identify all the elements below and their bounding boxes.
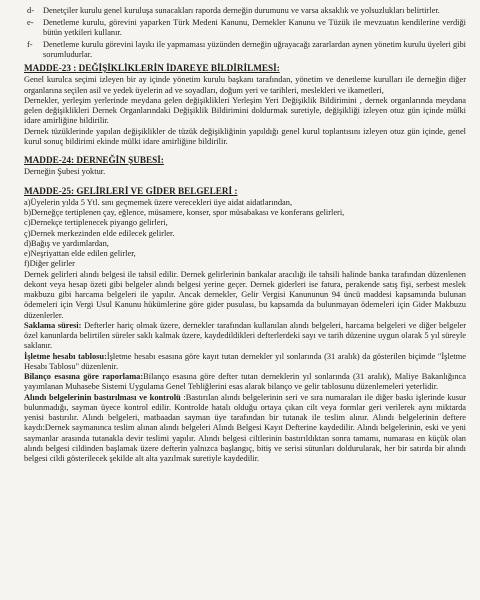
subsection [24,372,466,393]
item-label: f- [27,39,33,49]
subsection-title: Saklama süresi: [24,320,82,330]
section-heading [24,155,466,166]
list-item: e)Neşriyattan elde edilen gelirler, [24,249,136,259]
subsection [24,393,466,465]
subsection [24,352,466,373]
item-text: Denetleme kurulu, görevini yaparken Türk Medeni Kanunu, Dernekler Kanunu ve Tüzük ile mevzuatın kendilerine verdiği bütün yetkileri kullanır. [43,17,466,37]
heading-title: GELİRLERİ VE GİDER BELGELERİ : [76,185,238,196]
item-text: Denetleme kurulu görevini layıkı ile yapmaması yüzünden derneğin uğrayacağı zararlardan aynen yönetim kurulu üyeleri gibi sorumludurlar. [43,39,466,59]
subsection-title: Bilanço esasına göre raporlama: [24,372,144,382]
subsection-title: İşletme hesabı tablosu: [24,351,107,361]
item-label: e- [27,17,34,27]
subsection-text: İşletme hesabı esasına göre kayıt tutan dernekler yıl sonlarında (31 aralık) da gösterilen biçimde "İşletme Hesabı Tablosu" düzenlenir. [24,351,466,371]
income-list [24,198,466,270]
heading-title: DEĞİŞİKLİKLERİN İDAREYE BİLDİRİLMESİ: [78,63,280,74]
paragraph: Genel kurulca seçimi izleyen bir ay içinde yönetim kurulu başkanı tarafından, yönetim ve denetleme kurulları ile derneğin diğer organlarına seçilen asil ve yedek üyelerin ad ve soyadları, doğum yeri ve tarihleri, meslekleri ve ikametleri, [24,75,466,95]
list-item [24,6,466,16]
item-text: Denetçiler kurulu genel kuruluşa sunacakları raporda derneğin durumunu ve varsa aksaklık ve yolsuzlukları belirtirler. [43,6,440,15]
list-item: c)Dernekçe tertiplenecek piyango gelirleri, [24,218,168,228]
item-label: d- [27,6,34,15]
subsection [24,321,466,352]
section-heading [24,186,466,197]
paragraph: Dernek gelirleri alındı belgesi ile tahsil edilir. Dernek gelirlerinin bankalar aracılığı ile tahsili halinde banka tarafından düzenlenen dekont veya hesap özeti gibi belgeler alındı belgesi yerine geçer. Dernek giderleri ise fatura, perakende satış fişi, serbest meslek makbuzu gibi harcama belgeleri ile yapılır. Ancak dernekler, Gelir Vergisi Kanununun 94 üncü maddesi kapsamında bulunan ödemeleri için Vergi Usul Kanunu hükümlerine göre gider pusulası, bu kapsamda da bulunmayan ödemeleri için Gider Makbuzu düzenlerler. [24,269,466,320]
subsection-text: Bilanço esasına göre defter tutan derneklerin yıl sonlarında (31 aralık), Maliye Bakanlığınca yayımlanan Muhasebe Sistemi Uygulama Genel Tebliğlerini esas alarak bilanço ve gelir tablosunu düzenlemeleri yeterlidir. [24,372,466,392]
paragraph: Dernekler, yerleşim yerlerinde meydana gelen değişiklikleri Yerleşim Yeri Değişiklik Bildirimini , dernek organlarında meydana gelen değişiklikleri Dernek Organlarındaki Değişiklik Bildirimini doldurmak suretiyle, değişikliği izleyen otuz gün içinde mülki idare amirliğine bildirilir. [24,95,466,126]
list-item: d)Bağış ve yardımlardan, [24,238,109,248]
list-item [24,40,466,61]
heading-number: MADDE-24: [24,155,75,166]
intro-list [24,6,466,60]
document-content [24,6,466,598]
paragraph: Derneğin Şubesi yoktur. [24,167,106,177]
paragraph: Dernek tüzüklerinde yapılan değişiklikler de tüzük değişikliğinin yapıldığı genel kurul toplantısını izleyen otuz gün içinde, genel kurul sonuç bildirimi ekinde mülki idare amirliğine bildirilir. [24,126,466,146]
list-item: a)Üyelerin yılda 5 Ytl. sını geçmemek üzere verecekleri üye aidat aidatlarından, [24,197,293,207]
heading-number: MADDE-23 : [24,63,77,74]
heading-number: MADDE-25: [24,185,75,196]
subsection-text: Defterler hariç olmak üzere, dernekler tarafından kullanılan alındı belgeleri, harcama belgeleri ve diğer belgeler özel kanunlarda belirtilen süreler saklı kalmak üzere, kaydedildikleri defterlerdeki sayı ve tarih düzenine uygun olarak 5 yıl süreyle saklanır. [24,320,466,351]
list-item: f)Diğer gelirler [24,259,75,269]
list-item [24,18,466,39]
subsection-text: :Bastırılan alındı belgelerinin seri ve sıra numaraları ile diğer baskı işlerinde kusur bulunmadığı, sayman üyece kontrol edilir. Kontrolde hatalı olduğu ortaya çıkan cilt veya formlar geri verilerek aynı miktarda yenisi bastırılır. Alındı belgeleri, matbaadan sayman üye tarafından bir tutanak ile teslim alınır. Alındı belgelerinin deftere kaydı:Dernek saymanınca teslim alınan alındı belgeleri Alındı Belgesi Kayıt Defterine kaydedilir. Alındı belgelerinin, eski ve yeni saymanlar arasında tutanakla devir teslimi yapılır. Alındı belgesi ciltlerinin bastırıldıktan sonra tamamı, numarası en küçük olan alındı belgesi cildinden başlamak üzere defterin yalnızca başlangıç, bitiş ve serisi sütunları doldurularak, her bir satırda bir alındı belgesi cildi gösterilecek şekilde alt alta yazılmak suretiyle kaydedilir. [24,392,466,464]
heading-title: DERNEĞİN ŞUBESİ: [76,155,164,166]
list-item: b)Derneğçe tertiplenen çay, eğlence, müsamere, konser, spor müsabakası ve konferans gelirleri, [24,208,345,218]
list-item: ç)Dernek merkezinden elde edilecek gelirler. [24,228,175,238]
section-heading [24,63,466,74]
subsection-title: Alındı belgelerinin bastırılması ve kontrolü [24,392,181,402]
